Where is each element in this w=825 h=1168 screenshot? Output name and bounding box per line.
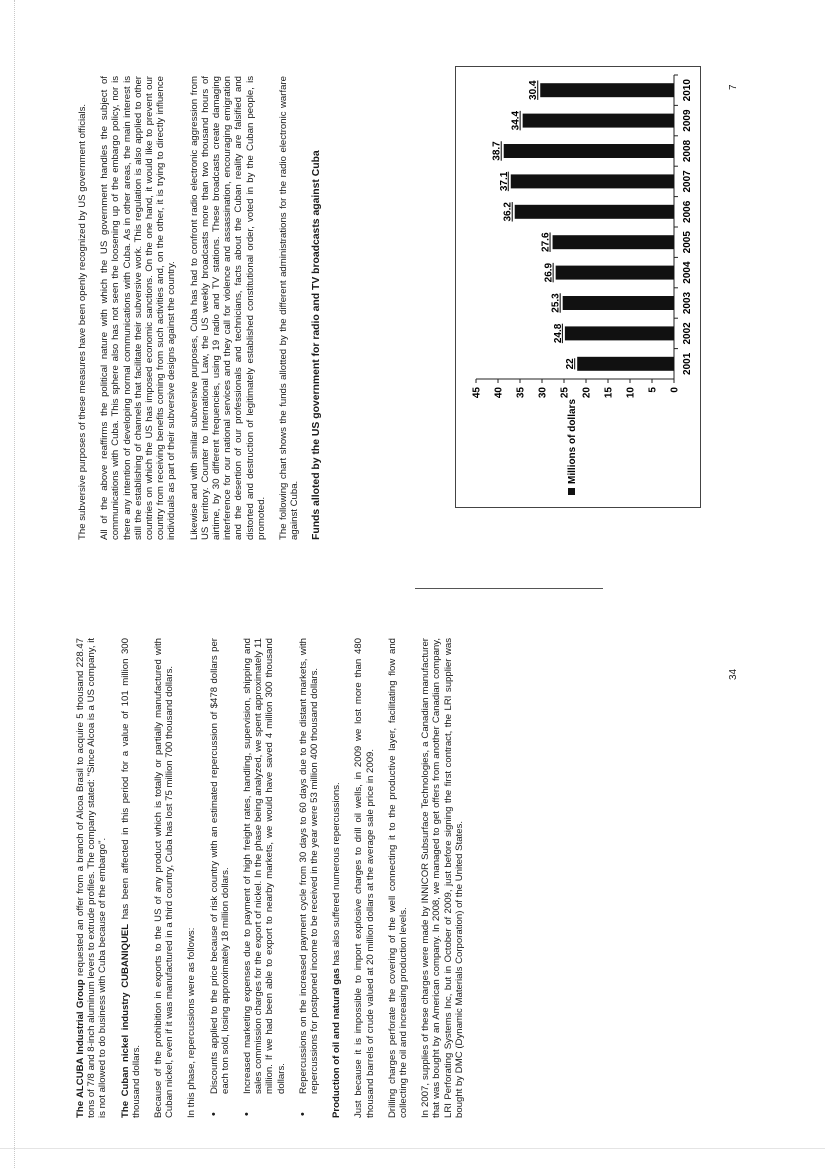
x-tick-label: 2001 — [682, 352, 693, 375]
bar — [556, 266, 674, 280]
oil-gas-heading: Production of oil and natural gas — [331, 968, 343, 1118]
subversive-purposes-paragraph: The subversive purposes of these measures have been openly recognized by US government officials. — [77, 103, 88, 540]
data-label: 22 — [565, 358, 577, 370]
y-tick-label: 30 — [537, 387, 549, 399]
left-page-text — [75, 638, 476, 1118]
y-tick-label: 5 — [647, 387, 659, 393]
radio-aggression-paragraph: Likewise and with similar subversive purposes, Cuba has had to confront radio electronic aggression from US territory. Counter to International Law, the US weekly broadcasts more than two thousand hours of airtime, by 30 different frequencies, using 19 radio and TV stations. These broadcasts create damaging interference for our national services and they call for violence and assassination, encouraging emigration and the desertion of our professionals and technicians, facts about the Cuban reality are falsified and distorted and destruction of legitimately established constitutional order, voted in by the Cuban people, is promoted. — [188, 76, 267, 540]
data-label: 24.8 — [552, 323, 564, 344]
x-tick-label: 2009 — [682, 109, 693, 132]
data-label: 30.4 — [528, 80, 540, 100]
right-page-text — [77, 76, 334, 540]
data-label: 26.9 — [543, 262, 555, 283]
explosive-charges-paragraph: Just because it is impossible to import explosive charges to drill oil wells, in 2009 we lost more than 480 thousand barrels of crude valued at 20 million dollars at the average sale price in 2009. — [353, 638, 376, 1118]
data-label: 27.6 — [540, 232, 552, 252]
y-tick-label: 40 — [493, 387, 505, 399]
y-tick-label: 25 — [559, 387, 571, 399]
data-label: 25.3 — [550, 293, 562, 313]
y-tick-label: 45 — [471, 387, 483, 399]
y-axis-ticks — [472, 379, 681, 398]
political-nature-paragraph: All of the above reaffirms the political nature with which the US government handles the subject of communications with Cuba. This sphere also has not seen the loosening up of the embargo policy, nor is there any intention of developing normal communications with Cuba. As in other areas, the main interest is still the establishing of channels that facilitate their subversive work. This regulation is also applied to other countries on which the US has imposed economic sanctions. On the one hand, it would like to prevent our country from receiving benefits coming from such activities and, on the other, it is trying to directly influence individuals as part of their subversive designs against the country. — [99, 76, 178, 540]
cubaniquel-paragraph — [120, 638, 142, 1118]
legend-swatch — [568, 488, 575, 495]
x-tick-label: 2008 — [682, 139, 693, 163]
chart-bars — [504, 83, 674, 371]
x-tick-label: 2007 — [682, 170, 693, 193]
chart-heading: Funds alloted by the US government for radio and TV broadcasts against Cuba — [311, 150, 323, 540]
page-number-right: 7 — [728, 84, 739, 90]
bar — [515, 205, 674, 219]
list-item: • Repercussions on the increased payment cycle from 30 days to 60 days due to the distant markets, with repercussions for postponed income to be received in the year were 53 million 400 thousand dollars. — [298, 638, 320, 1118]
bar — [511, 174, 674, 188]
drilling-charges-paragraph: Drilling charges perforate the covering of the well connecting it to the productive layer, facilitating flow and collecting the oil and increasing production levels. — [386, 638, 410, 1118]
cubaniquel-text: has been affected in this period for a value of 101 million 300 thousand dollars. — [119, 638, 142, 1118]
x-tick-label: 2005 — [682, 231, 693, 254]
suppliers-paragraph: In 2007, supplies of these charges were made by INNICOR Subsurface Technologies, a Canadian manufacturer that was bought by an American company. In 2008, we managed to get offers from another Canadian company, LRI Perforating Systems Inc, but in October of 2009, just before signing the first contract, the LRI supplier was bought by DMC (Dynamic Materials Corporation) of the United States. — [420, 638, 465, 1118]
y-tick-label: 20 — [581, 387, 593, 399]
x-tick-label: 2010 — [682, 79, 693, 102]
bar — [563, 296, 674, 310]
bar — [565, 326, 674, 340]
y-tick-label: 15 — [603, 387, 615, 399]
bar — [504, 144, 674, 158]
oil-gas-text: has also suffered numerous repercussions. — [331, 782, 343, 969]
bar — [540, 83, 674, 97]
scan-edge-bottom — [0, 1148, 825, 1150]
data-label: 36.2 — [502, 202, 514, 222]
legend-label: Millions of dollars — [567, 398, 578, 484]
page-fold-line — [415, 588, 603, 589]
x-tick-label: 2006 — [682, 200, 693, 223]
data-label: 37.1 — [498, 171, 510, 192]
bar — [523, 114, 674, 128]
nickel-prohibition-paragraph: Because of the prohibition in exports to the US of any product which is totally or partially manufactured with Cuban nickel, even if it was manufactured in a third country, Cuba has lost 75 million 700 thousand dollars. — [153, 638, 176, 1118]
chart-legend — [567, 399, 578, 495]
bar — [553, 235, 674, 249]
cubaniquel-heading: The Cuban nickel industry CUBANIQUEL — [119, 923, 131, 1118]
funds-bar-chart — [455, 66, 701, 508]
data-label: 38.7 — [491, 141, 503, 161]
x-axis-ticks — [674, 75, 693, 375]
y-tick-label: 10 — [625, 387, 637, 399]
chart-intro-paragraph: The following chart shows the funds allotted by the different administrations for the radio electronic warfare against Cuba. — [278, 76, 301, 540]
y-tick-label: 0 — [669, 387, 681, 393]
x-tick-label: 2004 — [682, 261, 693, 284]
scan-edge-left — [14, 0, 16, 1168]
chart-svg — [456, 67, 700, 507]
x-tick-label: 2003 — [682, 291, 693, 315]
repercussions-intro: In this phase, repercussions were as follows: — [186, 927, 198, 1118]
bar — [577, 357, 674, 371]
x-tick-label: 2002 — [682, 322, 693, 345]
list-item: • Increased marketing expenses due to payment of high freight rates, handling, supervision, shipping and sales commission charges for the export of nickel. In the phase being analyzed, we spent approximately 11 million. If we had been able to export to nearby markets, we would have saved 4 million 300 thousand dollars. — [242, 638, 287, 1118]
alcuba-heading: The ALCUBA Industrial Group — [75, 979, 86, 1118]
repercussions-list — [209, 638, 321, 1118]
page-number-left: 34 — [728, 668, 739, 680]
oil-gas-paragraph — [331, 638, 342, 1118]
list-item: • Discounts applied to the price because of risk country with an estimated repercussion of $478 dollars per each ton sold, losing approximately 18 million dollars. — [209, 638, 231, 1118]
alcuba-paragraph — [75, 638, 109, 1118]
data-label: 34.4 — [510, 110, 522, 131]
y-tick-label: 35 — [515, 387, 527, 399]
alcuba-text: requested an offer from a branch of Alcoa Brasil to acquire 5 thousand 228.47 tons of 7/8 and 8-inch aluminum levers to extrude profiles. The company stated: "Since Alcoa is a US company, it is not allowed to do business with Cuba because of the embargo". — [75, 637, 109, 1118]
